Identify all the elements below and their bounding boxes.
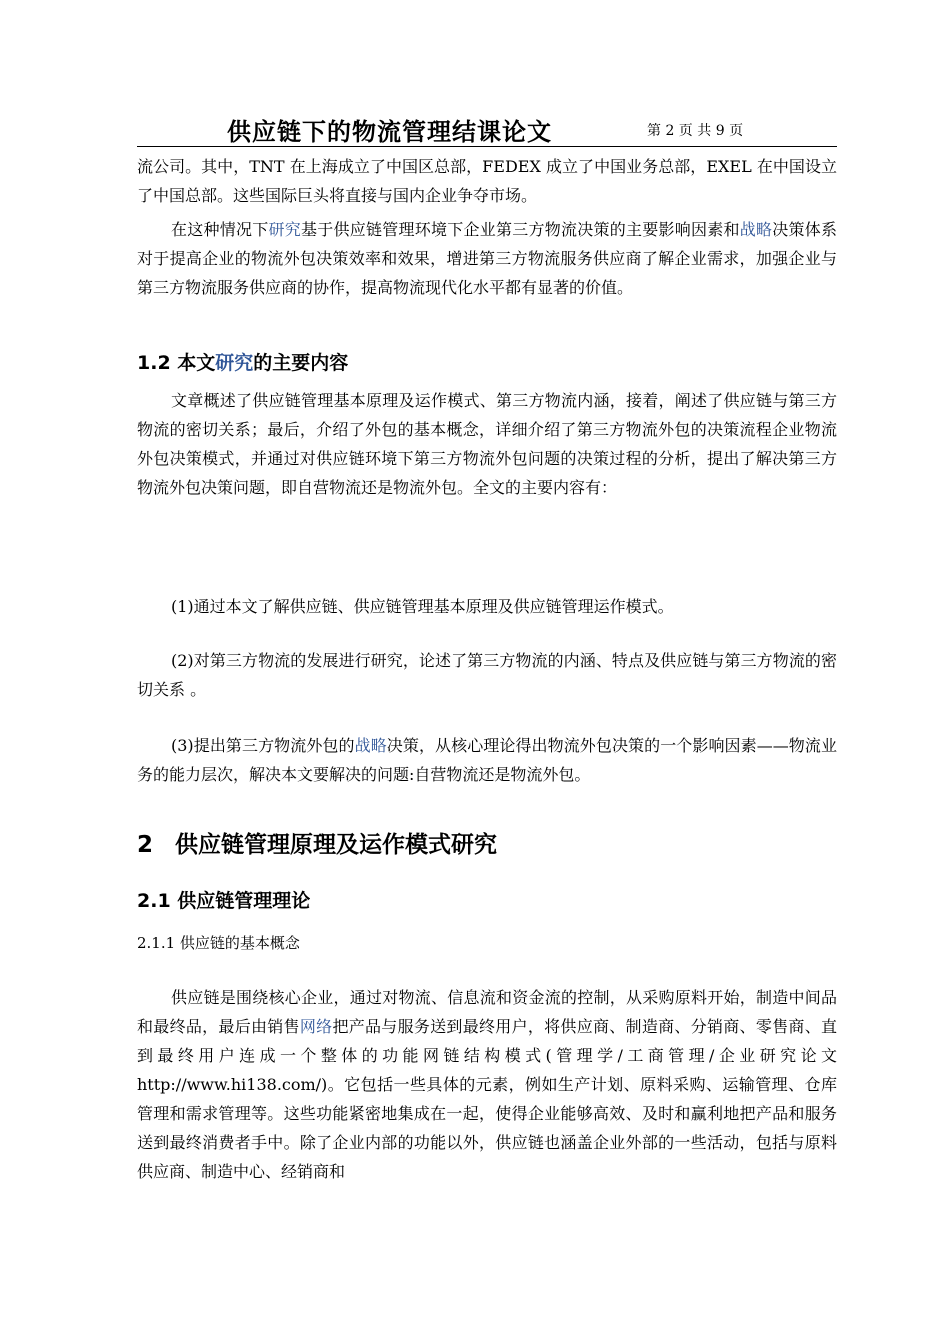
heading-2-1-text: 2.1 供应链管理理论 [137, 890, 311, 912]
paragraph-2-text-a: 在这种情况下 [171, 220, 269, 239]
heading-2-number: 2 [137, 832, 154, 858]
list-item-2-text: (2)对第三方物流的发展进行研究，论述了第三方物流的内涵、特点及供应链与第三方物流的密切关系 。 [137, 651, 837, 699]
paragraph-3 [137, 386, 837, 502]
link-strategy-2[interactable]: 战略 [354, 736, 387, 755]
link-research[interactable]: 研究 [268, 220, 301, 239]
heading-2-1-1-text: 2.1.1 供应链的基本概念 [137, 934, 300, 952]
paragraph-2-text-c: 决策体系对于提高企业的物流外包决策效率和效果，增进第三方物流服务供应商了解企业需求，加强企业与第三方物流服务供应商的协作，提高物流现代化水平都有显著的价值。 [137, 220, 837, 297]
heading-1-2-text-a: 1.2 本文 [137, 352, 216, 374]
list-item-2 [137, 646, 837, 704]
header-title: 供应链下的物流管理结课论文 [227, 117, 552, 146]
paragraph-3-text: 文章概述了供应链管理基本原理及运作模式、第三方物流内涵，接着，阐述了供应链与第三方物流的密切关系；最后，介绍了外包的基本概念，详细介绍了第三方物流外包的决策流程企业物流外包决策模式，并通过对供应链环境下第三方物流外包问题的决策过程的分析，提出了解决第三方物流外包决策问题，即自营物流还是物流外包。全文的主要内容有： [137, 391, 837, 497]
paragraph-4-text-a: 供应链是围绕核心企业，通过对物流、信息流和资金流的控制，从采购原料开始，制造中间品和最终品，最后由销售 [137, 988, 837, 1036]
paragraph-4-text-b: 把产品与服务送到最终用户，将供应商、制造商、分销商、零售商、直到最终用户连成一个整体的功能网链结构模式(管理学/工商管理/企业研究论文 http://www.hi138.com/)。它包括一些具体的元素，例如生产计划、原料采购、运输管理、仓库管理和需求管理等。这些功能紧密地集成在一起，使得企业能够高效、及时和赢利地把产品和服务送到最终消费者手中。除了企业内部的功能以外，供应链也涵盖企业外部的一些活动，包括与原料供应商、制造中心、经销商和 [137, 1017, 837, 1181]
list-item-3-text-b: 决策，从核心理论得出物流外包决策的一个影响因素——物流业务的能力层次，解决本文要解决的问题:自营物流还是物流外包。 [137, 736, 837, 784]
paragraph-4 [137, 983, 837, 1186]
paragraph-2 [137, 215, 837, 302]
list-item-3 [137, 731, 837, 789]
list-item-1-text: (1)通过本文了解供应链、供应链管理基本原理及供应链管理运作模式。 [171, 597, 674, 616]
link-network[interactable]: 网络 [299, 1017, 333, 1036]
heading-1-2-text-b: 的主要内容 [253, 352, 349, 374]
heading-1-2 [137, 348, 348, 375]
heading-2-1-1 [137, 932, 300, 953]
heading-2 [137, 826, 497, 859]
page-header [137, 112, 837, 147]
paragraph-1 [137, 152, 837, 210]
paragraph-1-text: 流公司。其中，TNT 在上海成立了中国区总部，FEDEX 成立了中国业务总部，EXEL 在中国设立了中国总部。这些国际巨头将直接与国内企业争夺市场。 [137, 157, 837, 205]
header-page-info: 第 2 页 共 9 页 [647, 123, 744, 139]
heading-link-research[interactable]: 研究 [215, 352, 254, 374]
heading-2-text: 供应链管理原理及运作模式研究 [175, 832, 498, 858]
link-strategy[interactable]: 战略 [739, 220, 773, 239]
list-item-3-text-a: (3)提出第三方物流外包的 [171, 736, 355, 755]
list-item-1 [137, 592, 837, 621]
paragraph-2-text-b: 基于供应链管理环境下企业第三方物流决策的主要影响因素和 [301, 220, 740, 239]
heading-2-1 [137, 886, 310, 913]
